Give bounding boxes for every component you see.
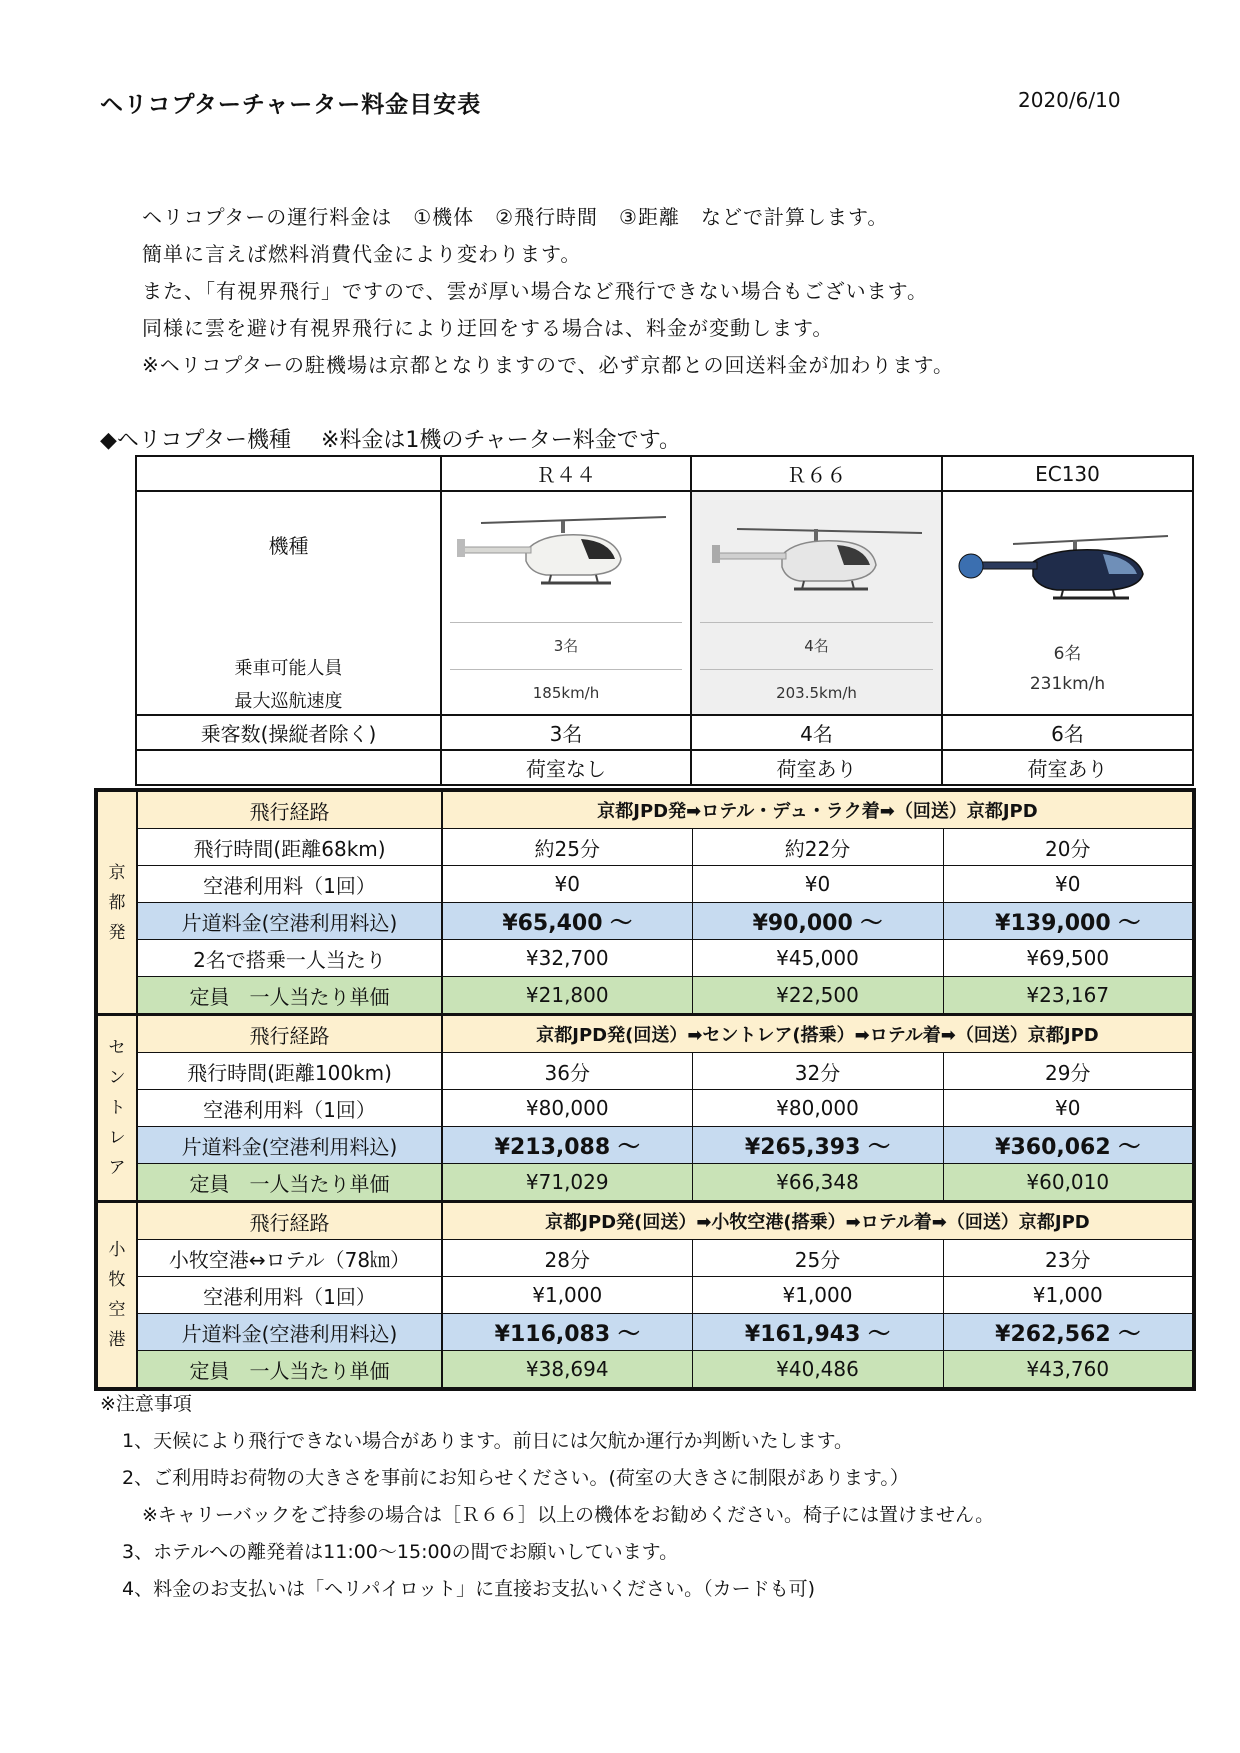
cell-value: 23分	[943, 1240, 1194, 1277]
route-row	[96, 1202, 1194, 1240]
passengers-value: 6名	[942, 715, 1193, 750]
table-row	[96, 1090, 1194, 1127]
cell-value: 29分	[943, 1053, 1194, 1090]
capacity-value: 6名	[1053, 644, 1082, 664]
route-text: 京都JPD発(回送）➡小牧空港(搭乗）➡ロテル着➡（回送）京都JPD	[442, 1202, 1194, 1240]
unit-price-row	[96, 1164, 1194, 1202]
cell-value: ¥1,000	[692, 1277, 943, 1314]
fare-value: ¥116,083 ～	[442, 1314, 692, 1351]
capacity-value: 3名	[553, 637, 579, 655]
cell-value: ¥32,700	[442, 940, 692, 977]
cargo-value: 荷室あり	[942, 750, 1193, 785]
route-label: 飛行経路	[137, 1015, 442, 1053]
fare-value: ¥213,088 ～	[442, 1127, 692, 1164]
row-label: 小牧空港↔ロテル（78㎞）	[137, 1240, 442, 1277]
notes-section	[100, 1386, 994, 1608]
model-header-row	[136, 456, 1193, 491]
cell-value: ¥0	[692, 866, 943, 903]
passengers-label: 乗客数(操縦者除く)	[136, 715, 441, 750]
helicopter-icon	[451, 511, 681, 601]
row-label: 片道料金(空港利用料込)	[137, 1314, 442, 1351]
cell-value: 約25分	[442, 829, 692, 866]
row-label: 空港利用料（1回）	[137, 1277, 442, 1314]
model-name: EC130	[942, 456, 1193, 491]
cell-value: ¥38,694	[442, 1351, 692, 1390]
fare-row	[96, 1314, 1194, 1351]
row-label: 片道料金(空港利用料込)	[137, 1127, 442, 1164]
row-label: 定員 一人当たり単価	[137, 1351, 442, 1390]
cell-value: ¥45,000	[692, 940, 943, 977]
section-side-label: 小 牧 空 港	[96, 1202, 137, 1390]
fare-value: ¥139,000 ～	[943, 903, 1194, 940]
cell-value: ¥0	[943, 866, 1194, 903]
fare-value: ¥65,400 ～	[442, 903, 692, 940]
helicopter-r66-image	[692, 496, 941, 616]
model-cell-ec130	[942, 491, 1193, 715]
intro-line: ※ヘリコプターの駐機場は京都となりますので、必ず京都との回送料金が加わります。	[142, 353, 954, 377]
route-label: 飛行経路	[137, 790, 442, 829]
model-name: Ｒ６６	[691, 456, 942, 491]
price-table	[94, 788, 1196, 1391]
cargo-row	[136, 750, 1193, 785]
capacity-value: 4名	[804, 637, 829, 655]
model-cell-r44	[441, 491, 691, 715]
route-label: 飛行経路	[137, 1202, 442, 1240]
cell-value: ¥43,760	[943, 1351, 1194, 1390]
intro-line: 同様に雲を避け有視界飛行により迂回をする場合は、料金が変動します。	[142, 316, 834, 340]
capacity-label: 乗車可能人員	[234, 658, 343, 679]
cell-value: 32分	[692, 1053, 943, 1090]
fare-value: ¥90,000 ～	[692, 903, 943, 940]
speed-value: 185km/h	[532, 684, 600, 702]
cell-value: ¥69,500	[943, 940, 1194, 977]
route-text: 京都JPD発➡ロテル・デュ・ラク着➡（回送）京都JPD	[442, 790, 1194, 829]
fare-value: ¥360,062 ～	[943, 1127, 1194, 1164]
empty-cell	[136, 750, 441, 785]
intro-line: 簡単に言えば燃料消費代金により変わります。	[142, 242, 582, 266]
cell-value: ¥22,500	[692, 977, 943, 1015]
unit-price-row	[96, 1351, 1194, 1390]
row-label: 空港利用料（1回）	[137, 866, 442, 903]
model-image-row	[136, 491, 1193, 715]
cell-value: ¥21,800	[442, 977, 692, 1015]
model-label: 機種	[268, 534, 309, 558]
cell-value: ¥71,029	[442, 1164, 692, 1202]
table-row	[96, 1277, 1194, 1314]
fare-row	[96, 1127, 1194, 1164]
table-row	[96, 1053, 1194, 1090]
table-row	[96, 1240, 1194, 1277]
table-row	[96, 866, 1194, 903]
model-table	[135, 455, 1194, 786]
section-title: ◆ヘリコプター機種	[100, 428, 291, 453]
section-note: ※料金は1機のチャーター料金です。	[320, 428, 681, 453]
cell-value: 20分	[943, 829, 1194, 866]
row-label: 2名で搭乗一人当たり	[137, 940, 442, 977]
cell-value: ¥80,000	[692, 1090, 943, 1127]
route-row	[96, 790, 1194, 829]
cell-value: ¥23,167	[943, 977, 1194, 1015]
model-label-cell	[136, 491, 441, 715]
cell-value: ¥40,486	[692, 1351, 943, 1390]
intro-line: ヘリコプターの運行料金は ①機体 ②飛行時間 ③距離 などで計算します。	[142, 205, 889, 229]
cell-value: ¥0	[442, 866, 692, 903]
section-heading	[100, 423, 681, 454]
cell-value: ¥60,010	[943, 1164, 1194, 1202]
section-side-label: 京 都 発	[96, 790, 137, 1015]
passengers-value: 3名	[441, 715, 691, 750]
note-item: 3、ホテルへの離発着は11:00～15:00の間でお願いしています。	[122, 1541, 679, 1563]
row-label: 飛行時間(距離68km)	[137, 829, 442, 866]
passengers-row	[136, 715, 1193, 750]
helicopter-icon	[702, 511, 932, 601]
model-cell-r66	[691, 491, 942, 715]
row-label: 定員 一人当たり単価	[137, 1164, 442, 1202]
route-row	[96, 1015, 1194, 1053]
notes-heading: ※注意事項	[100, 1393, 192, 1415]
speed-value: 231km/h	[1029, 674, 1106, 694]
cargo-value: 荷室なし	[441, 750, 691, 785]
cell-value: ¥0	[943, 1090, 1194, 1127]
table-row	[96, 940, 1194, 977]
note-item: 1、天候により飛行できない場合があります。前日には欠航か運行か判断いたします。	[122, 1430, 854, 1452]
cell-value: ¥1,000	[442, 1277, 692, 1314]
row-label: 定員 一人当たり単価	[137, 977, 442, 1015]
table-row	[96, 829, 1194, 866]
helicopter-ec130-image	[943, 507, 1192, 627]
note-item: 2、ご利用時お荷物の大きさを事前にお知らせください。(荷室の大きさに制限があります。）	[122, 1467, 909, 1489]
helicopter-r44-image	[442, 496, 690, 616]
row-label: 飛行時間(距離100km)	[137, 1053, 442, 1090]
intro-line: また、「有視界飛行」ですので、雲が厚い場合など飛行できない場合もございます。	[142, 279, 928, 303]
empty-cell	[136, 456, 441, 491]
unit-price-row	[96, 977, 1194, 1015]
speed-value: 203.5km/h	[776, 684, 857, 702]
speed-label: 最大巡航速度	[234, 691, 343, 712]
cell-value: 36分	[442, 1053, 692, 1090]
note-item: 4、料金のお支払いは「ヘリパイロット」に直接お支払いください。（カードも可)	[122, 1578, 816, 1600]
cell-value: 25分	[692, 1240, 943, 1277]
cell-value: 28分	[442, 1240, 692, 1277]
passengers-value: 4名	[691, 715, 942, 750]
cell-value: ¥66,348	[692, 1164, 943, 1202]
page-title: ヘリコプターチャーター料金目安表	[100, 92, 482, 118]
fare-value: ¥262,562 ～	[943, 1314, 1194, 1351]
fare-row	[96, 903, 1194, 940]
route-text: 京都JPD発(回送）➡セントレア(搭乗）➡ロテル着➡（回送）京都JPD	[442, 1015, 1194, 1053]
intro-text	[142, 199, 954, 384]
helicopter-icon	[953, 522, 1183, 612]
document-date: 2020/6/10	[1018, 88, 1121, 112]
note-item: ※キャリーバックをご持参の場合は［Ｒ６６］以上の機体をお勧めください。椅子には置けません。	[142, 1504, 995, 1526]
cell-value: ¥80,000	[442, 1090, 692, 1127]
cargo-value: 荷室あり	[691, 750, 942, 785]
fare-value: ¥265,393 ～	[692, 1127, 943, 1164]
cell-value: ¥1,000	[943, 1277, 1194, 1314]
row-label: 空港利用料（1回）	[137, 1090, 442, 1127]
cell-value: 約22分	[692, 829, 943, 866]
section-side-label: セ ン ト レ ア	[96, 1015, 137, 1202]
fare-value: ¥161,943 ～	[692, 1314, 943, 1351]
row-label: 片道料金(空港利用料込)	[137, 903, 442, 940]
model-name: Ｒ４４	[441, 456, 691, 491]
